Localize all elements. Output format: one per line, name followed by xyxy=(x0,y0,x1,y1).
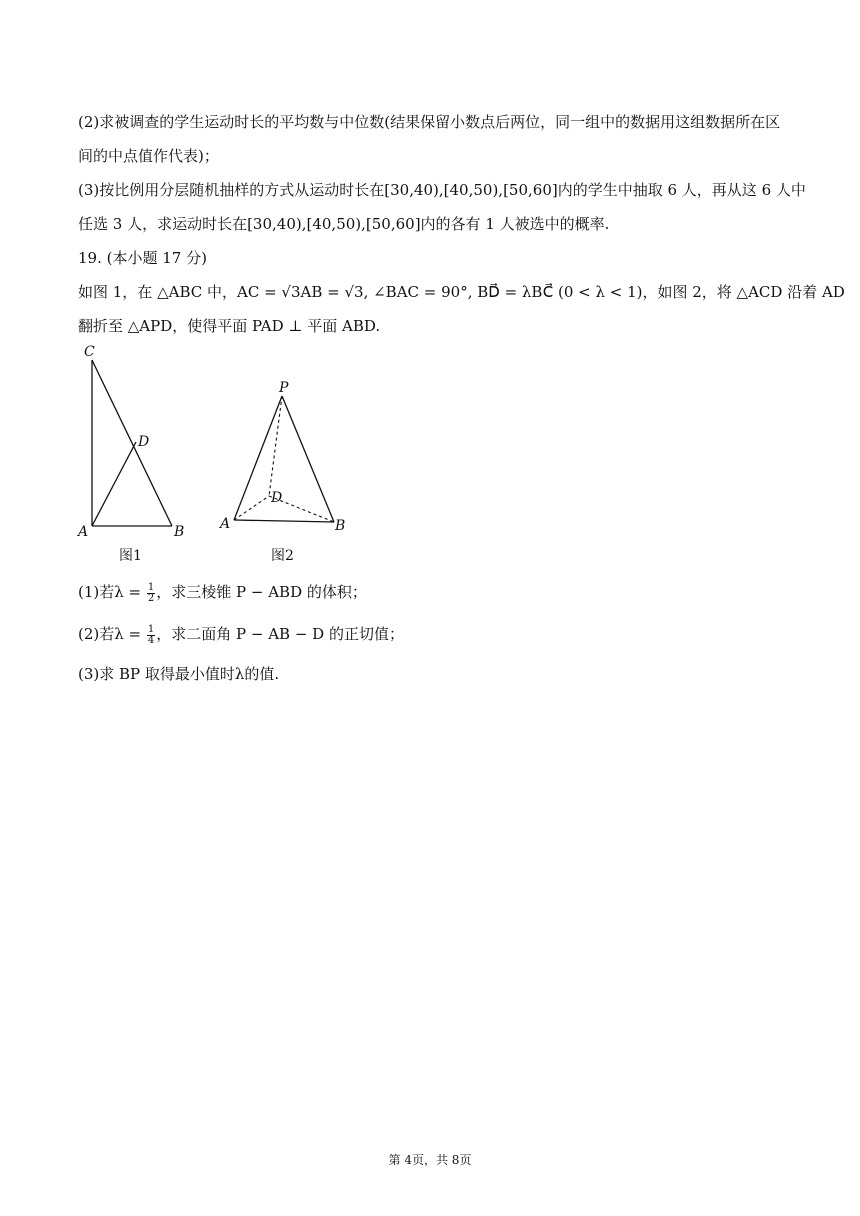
label-c: C xyxy=(84,344,95,360)
q18-part2-line1: (2)求被调查的学生运动时长的平均数与中位数(结果保留小数点后两位，同一组中的数据用这组数据所在区 xyxy=(78,113,781,131)
sub2-prefix: (2)若λ = xyxy=(78,625,142,643)
label-a: A xyxy=(220,516,231,532)
fraction-one-half: $\frac{1}{2}$ xyxy=(147,581,155,604)
segment-ab xyxy=(234,520,334,522)
q19-sub3: (3)求 BP 取得最小值时λ的值. xyxy=(78,665,280,683)
fraction-one-quarter: $\frac{1}{4}$ xyxy=(147,623,155,646)
label-d: D xyxy=(271,490,283,506)
sub1-prefix: (1)若λ = xyxy=(78,583,142,601)
figure-2-caption: 图2 xyxy=(271,548,294,564)
segment-cb xyxy=(92,360,172,526)
figure-1-caption: 图1 xyxy=(119,548,142,564)
page-footer: 第 4页，共 8页 xyxy=(388,1153,472,1167)
label-p: P xyxy=(279,380,289,396)
label-b: B xyxy=(335,518,346,534)
label-a: A xyxy=(78,524,89,540)
sub2-suffix: ，求二面角 P − AB − D 的正切值； xyxy=(156,625,404,643)
q19-intro-line1: 如图 1，在 △ABC 中，AC = √3AB = √3, ∠BAC = 90°, BD⃗ = λBC⃗ (0 < λ < 1)，如图 2，将 △ACD 沿着 AD xyxy=(78,283,845,301)
q19-sub2 xyxy=(78,622,404,646)
segment-pb xyxy=(282,396,334,522)
q19-intro-line2: 翻折至 △APD，使得平面 PAD ⊥ 平面 ABD. xyxy=(78,317,381,335)
q18-part3-line2: 任选 3 人，求运动时长在[30,40),[40,50),[50,60]内的各有 1 人被选中的概率. xyxy=(78,215,610,233)
q19-header: 19. (本小题 17 分) xyxy=(78,249,207,267)
figure-2 xyxy=(218,374,358,540)
label-b: B xyxy=(174,524,185,540)
figure-1 xyxy=(74,340,194,540)
segment-ad xyxy=(92,442,136,526)
sub1-suffix: ，求三棱锥 P − ABD 的体积； xyxy=(156,583,367,601)
q18-part3-line1: (3)按比例用分层随机抽样的方式从运动时长在[30,40),[40,50),[50,60]内的学生中抽取 6 人，再从这 6 人中 xyxy=(78,181,806,199)
label-d: D xyxy=(138,434,150,450)
q19-sub1 xyxy=(78,580,367,604)
q18-part2-line2: 间的中点值作代表)； xyxy=(78,147,219,165)
